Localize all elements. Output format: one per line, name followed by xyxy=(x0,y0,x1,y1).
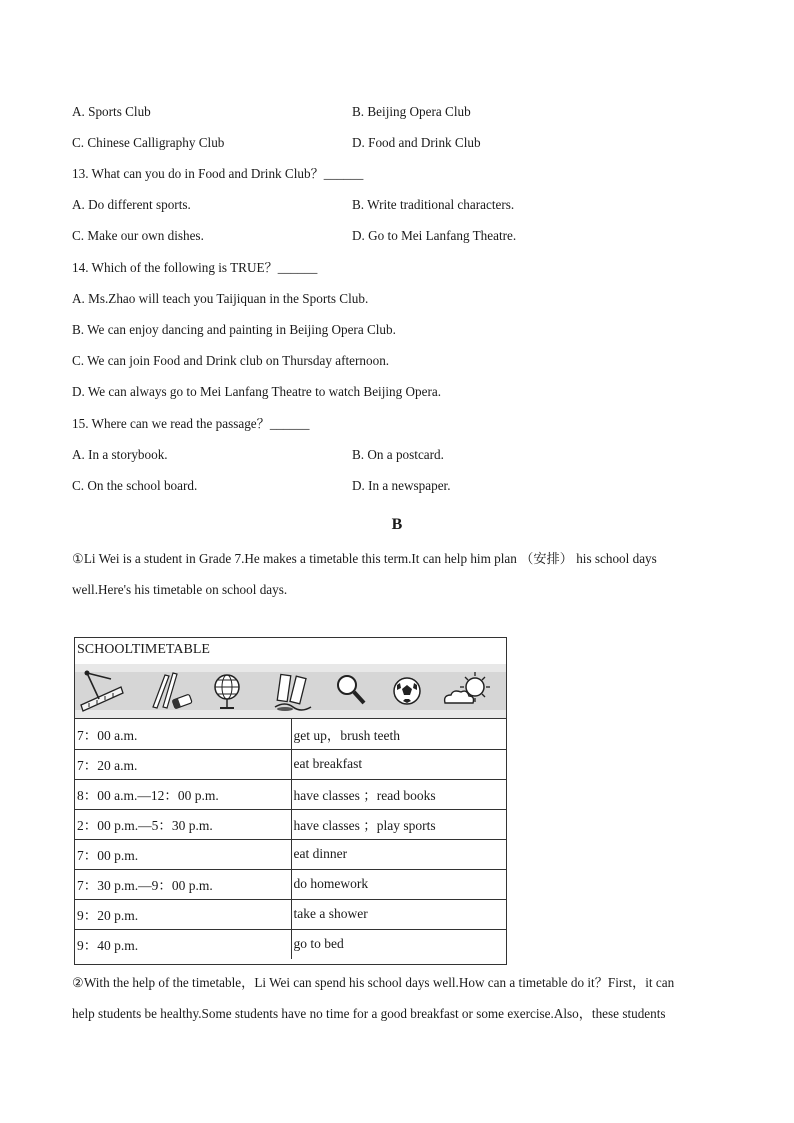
globe-icon xyxy=(209,669,245,713)
activity-cell: eat dinner xyxy=(291,839,506,869)
q14-option-c: C. We can join Food and Drink club on Thursday afternoon. xyxy=(72,353,390,368)
paint-tubes-icon xyxy=(271,669,315,713)
q12-option-c: C. Chinese Calligraphy Club xyxy=(72,135,225,150)
time-cell: 7：20 a.m. xyxy=(75,749,291,779)
ruler-compass-icon xyxy=(77,669,125,713)
football-icon xyxy=(389,669,425,713)
activity-cell: have classes ；read books xyxy=(291,779,506,809)
time-cell: 9：40 p.m. xyxy=(75,929,291,959)
section-b-heading: B xyxy=(391,516,403,533)
timetable-icon-strip xyxy=(75,664,506,719)
table-row xyxy=(75,899,506,929)
school-timetable xyxy=(74,637,507,965)
q15-stem: 15. Where can we read the passage？______ xyxy=(72,416,310,431)
q14-option-d: D. We can always go to Mei Lanfang Theatre to watch Beijing Opera. xyxy=(72,384,442,399)
q14-option-a: A. Ms.Zhao will teach you Taijiquan in the Sports Club. xyxy=(72,291,369,306)
table-row xyxy=(75,749,506,779)
passage-line: help students be healthy.Some students have no time for a good breakfast or some exercise.Also，these students xyxy=(72,1006,666,1021)
q14-stem: 14. Which of the following is TRUE？______ xyxy=(72,260,318,275)
passage-line: ②With the help of the timetable，Li Wei can spend his school days well.How can a timetable do it？First，it can xyxy=(72,975,675,990)
activity-cell: have classes ；play sports xyxy=(291,809,506,839)
passage-line: ①Li Wei is a student in Grade 7.He makes a timetable this term.It can help him plan （安排） his school days xyxy=(72,551,657,566)
q12-option-b: B. Beijing Opera Club xyxy=(352,104,471,119)
time-cell: 8：00 a.m.—12：00 p.m. xyxy=(75,779,291,809)
q13-option-d: D. Go to Mei Lanfang Theatre. xyxy=(352,228,517,243)
passage-line: well.Here's his timetable on school days. xyxy=(72,582,288,597)
timetable-rows xyxy=(75,719,506,959)
activity-cell: take a shower xyxy=(291,899,506,929)
table-row xyxy=(75,839,506,869)
magnifier-icon xyxy=(333,669,369,713)
q12-option-d: D. Food and Drink Club xyxy=(352,135,481,150)
activity-cell: go to bed xyxy=(291,929,506,959)
table-row xyxy=(75,809,506,839)
sun-cloud-icon xyxy=(439,669,495,713)
table-row xyxy=(75,719,506,749)
q15-option-c: C. On the school board. xyxy=(72,478,198,493)
timetable-title: SCHOOLTIMETABLE xyxy=(77,642,210,657)
table-row xyxy=(75,779,506,809)
q13-stem: 13. What can you do in Food and Drink Club？______ xyxy=(72,166,364,181)
activity-cell: do homework xyxy=(291,869,506,899)
q15-option-a: A. In a storybook. xyxy=(72,447,168,462)
table-row xyxy=(75,929,506,959)
time-cell: 7：00 p.m. xyxy=(75,839,291,869)
time-cell: 9：20 p.m. xyxy=(75,899,291,929)
q15-option-d: D. In a newspaper. xyxy=(352,478,451,493)
time-cell: 2：00 p.m.—5：30 p.m. xyxy=(75,809,291,839)
table-row xyxy=(75,869,506,899)
time-cell: 7：00 a.m. xyxy=(75,719,291,749)
q15-option-b: B. On a postcard. xyxy=(352,447,444,462)
q13-option-c: C. Make our own dishes. xyxy=(72,228,204,243)
q13-option-b: B. Write traditional characters. xyxy=(352,197,515,212)
pencils-icon xyxy=(143,669,195,713)
activity-cell: get up，brush teeth xyxy=(293,727,400,743)
time-cell: 7：30 p.m.—9：00 p.m. xyxy=(75,869,291,899)
q13-option-a: A. Do different sports. xyxy=(72,197,191,212)
q14-option-b: B. We can enjoy dancing and painting in Beijing Opera Club. xyxy=(72,322,396,337)
activity-cell: eat breakfast xyxy=(291,749,506,779)
q12-option-a: A. Sports Club xyxy=(72,104,151,119)
